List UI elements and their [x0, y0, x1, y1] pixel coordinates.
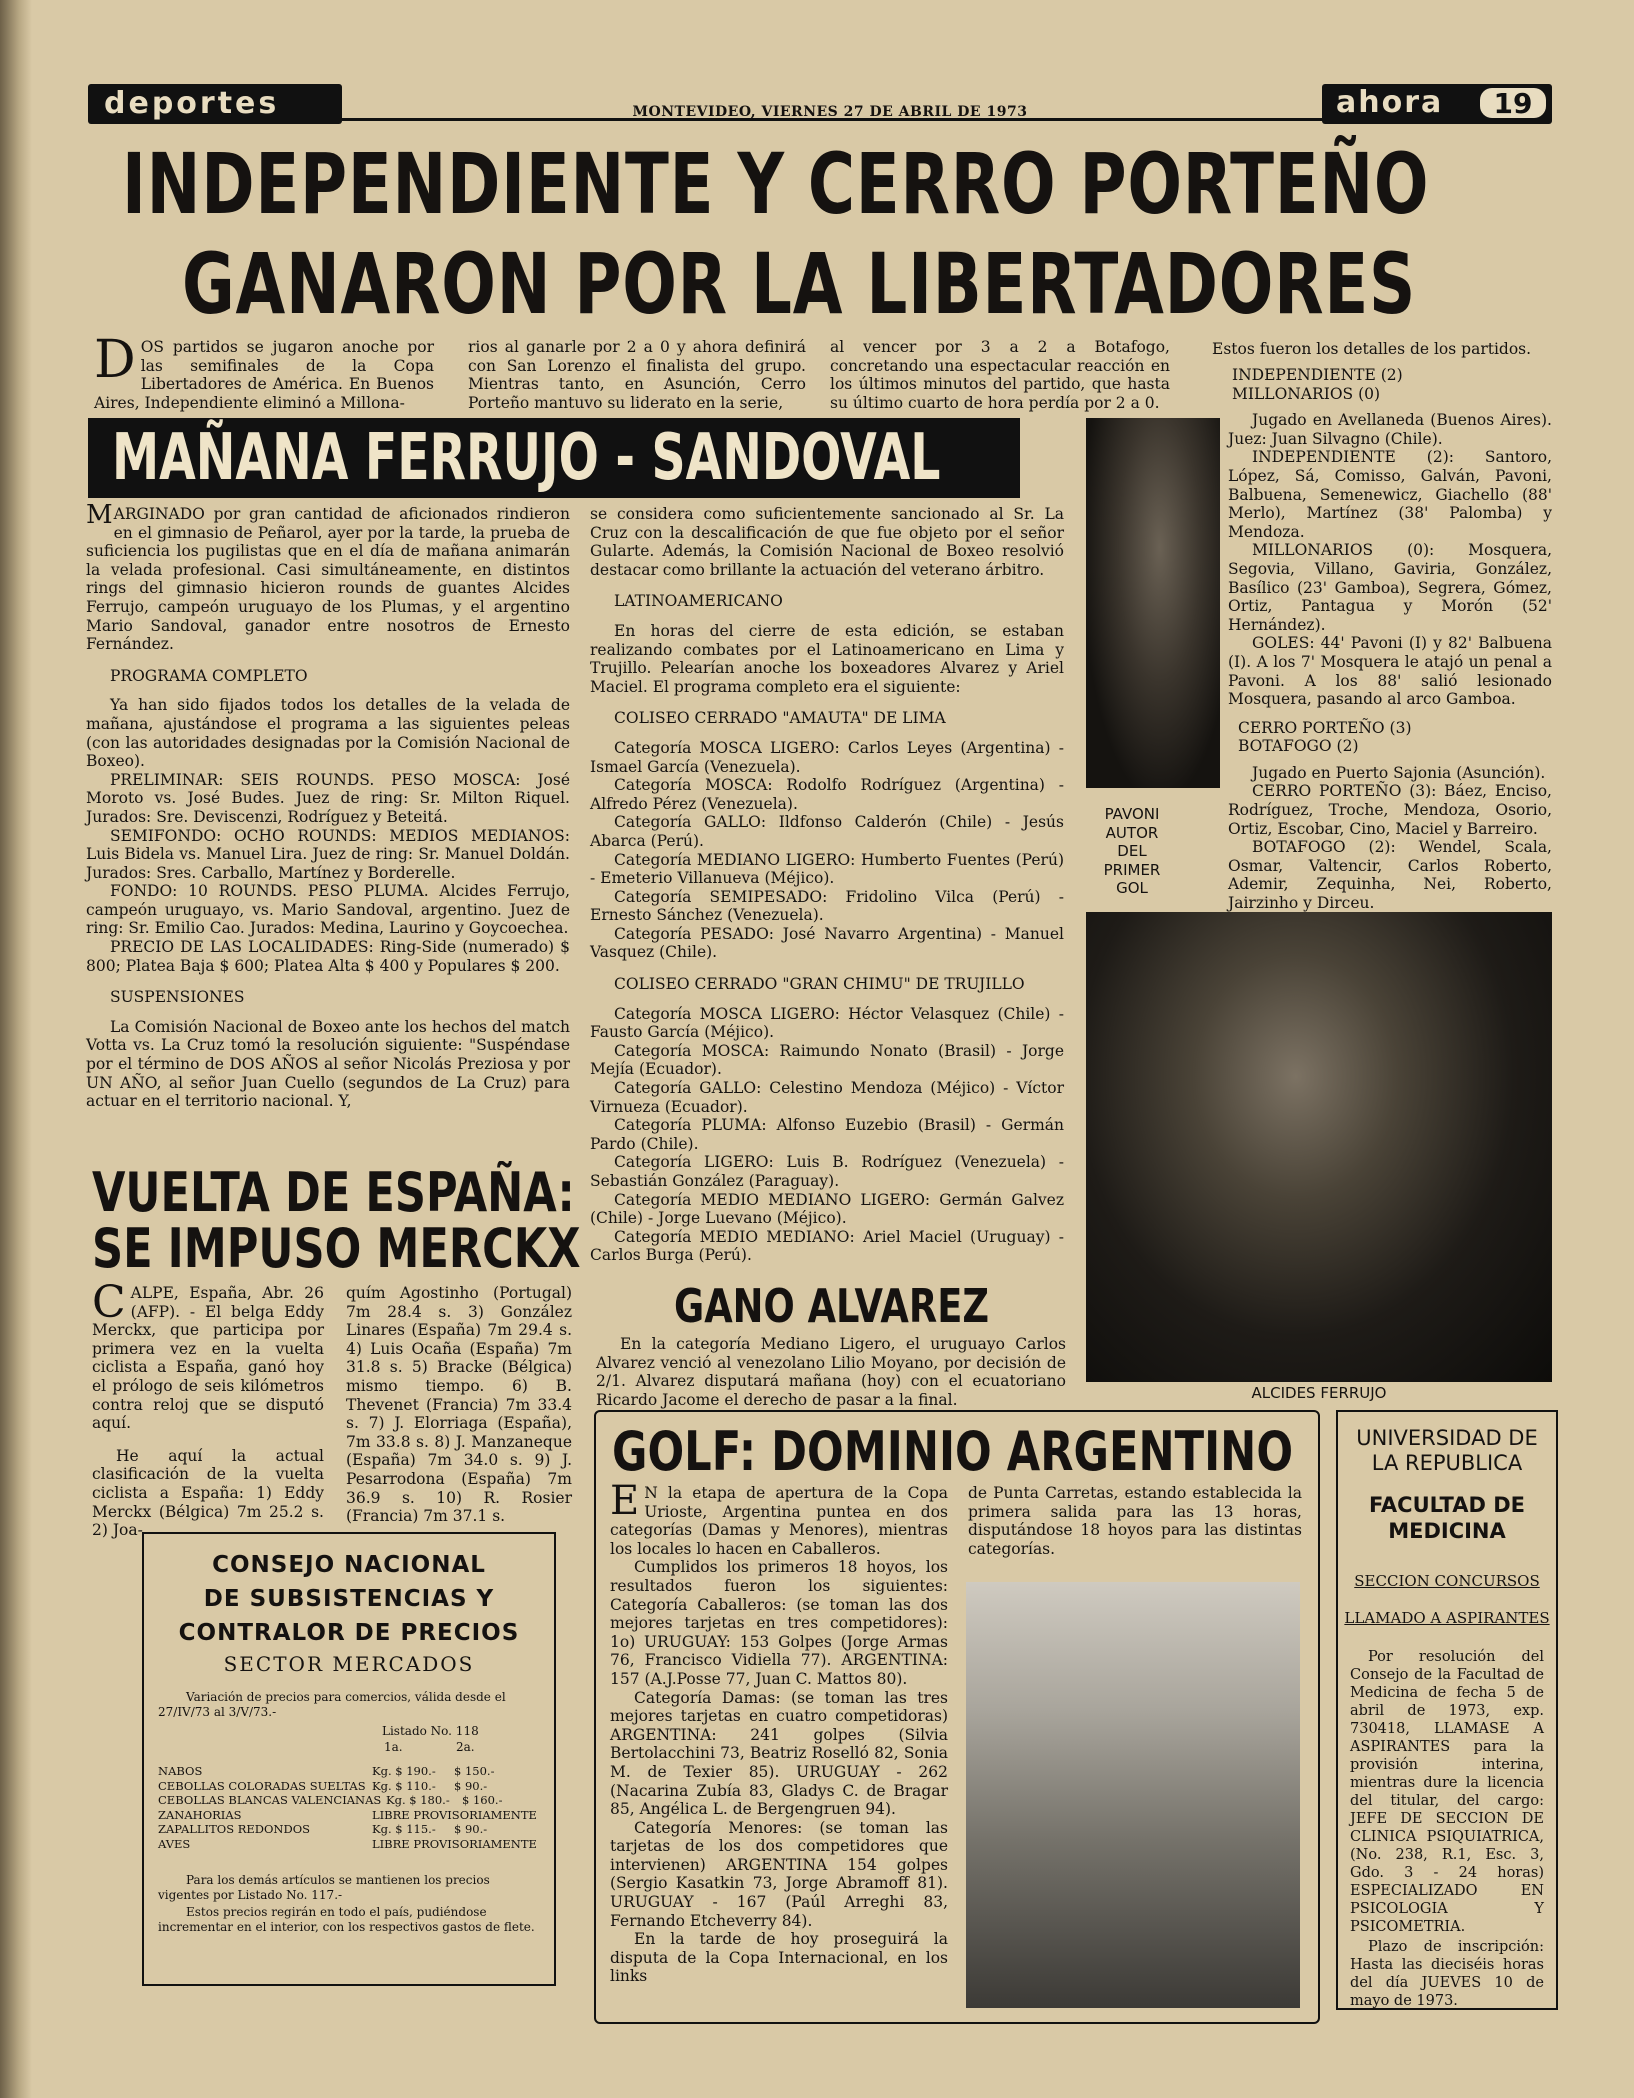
universidad-body: Por resolución del Consejo de la Facultad de Medicina de fecha 5 de abril de 1973, exp. 730418, LLAMASE A ASPIRANTES para la provisión interina, mientras dure la licencia del titular, del cargo: JEFE DE SECCION DE CLINICA PSIQUIATRICA, (No. 238, R.1, Esc. 3, Gdo. 3 - 24 horas) ESPECIALIZADO EN PSICOLOGIA Y PSICOMETRIA.	[1350, 1649, 1544, 1935]
boxing-intro: ARGINADO por gran cantidad de aficionados rindieron en el gimnasio de Peñarol, ayer por la tarde, la prueba de suficiencia los pugilistas que en el día de mañana animarán la velada profesional. Casi simultáneamente, en distintos rings del gimnasio hicieron rounds de guantes Alcides Ferrujo, campeón uruguayo de los Plumas, y el argentino Mario Sandoval, ganador entre nosotros de Ernesto Fernández.	[86, 505, 570, 654]
price-item: CEBOLLAS COLORADAS SUELTAS	[158, 1778, 366, 1793]
lead-col3: al vencer por 3 a 2 a Botafogo, concretando una espectacular reacción en los últimos minutos del partido, que hasta su último cuarto de hora perdía por 2 a 0.	[830, 338, 1170, 412]
price-row	[158, 1793, 540, 1808]
price-2a: $ 90.-	[454, 1778, 488, 1793]
consejo-box	[142, 1532, 556, 1986]
gano-headline: GANO ALVAREZ	[674, 1279, 990, 1333]
page-number: 19	[1480, 88, 1546, 118]
trujillo-bout-2: Categoría MOSCA: Raimundo Nonato (Brasil) - Jorge Mejía (Ecuador).	[590, 1041, 1064, 1079]
price-2a: $ 160.-	[462, 1793, 503, 1807]
price-item: ZANAHORIAS	[158, 1807, 242, 1822]
match1-millonarios: MILLONARIOS (0): Mosquera, Segovia, Villano, Gaviria, González, Basílico (23' Gamboa), Segrera, Gómez, Ortiz, Pantagua y Morón (52' Hernández).	[1228, 541, 1552, 634]
lima-bout-4: Categoría MEDIANO LIGERO: Humberto Fuentes (Perú) - Emeterio Villanueva (Méjico).	[590, 850, 1064, 888]
golf-col1	[610, 1478, 948, 1986]
price-row	[158, 1779, 540, 1794]
golf-caballeros: Cumplidos los primeros 18 hoyos, los resultados fueron los siguientes: Categoría Caballeros: (se toman las dos mejores tarjetas en tres competidores): 1o) URUGUAY: 153 Golpes (Jorge Armas 76, Francisco Vidiella 77). ARGENTINA: 157 (A.J.Posse 77, Juan C. Mattos 80).	[610, 1558, 948, 1688]
latino-text: En horas del cierre de esta edición, se estaban realizando combates por el Latinoamericano en Lima y Trujillo. Pelearían anoche los boxeadores Alvarez y Ariel Maciel. El programa completo era el siguiente:	[590, 621, 1064, 696]
match2-title1: CERRO PORTEÑO (3)	[1238, 718, 1412, 737]
price-1a: Kg. $ 180.-	[386, 1793, 450, 1807]
dateline: MONTEVIDEO, VIERNES 27 DE ABRIL DE 1973	[632, 104, 1028, 120]
suspensiones-heading: SUSPENSIONES	[110, 988, 245, 1007]
universidad-box	[1336, 1410, 1558, 2010]
preliminar-text: PRELIMINAR: SEIS ROUNDS. PESO MOSCA: José Moroto vs. José Budes. Juez de ring: Sr. Milton Riquel. Jurados: Sre. Deviscenzi, Rodríguez y Beteitá.	[86, 770, 570, 826]
trujillo-heading: COLISEO CERRADO "GRAN CHIMU" DE TRUJILLO	[614, 975, 1025, 994]
lima-bout-5: Categoría SEMIPESADO: Fridolino Vilca (Perú) - Ernesto Sánchez (Venezuela).	[590, 887, 1064, 925]
paper-name: ahora	[1336, 85, 1444, 120]
section-label: deportes	[104, 86, 280, 121]
consejo-note2: Estos precios regirán en todo el país, pudiéndose incrementar en el interior, con los respectivos gastos de flete.	[158, 1905, 535, 1934]
fondo-text: FONDO: 10 ROUNDS. PESO PLUMA. Alcides Ferrujo, campeón uruguayo, vs. Mario Sandoval, argentino. Juez de ring: Sr. Emilio Cao. Jurados: Medina, Laurino y Goycoechea.	[86, 882, 570, 938]
match1-title1: INDEPENDIENTE (2)	[1232, 366, 1403, 384]
boxing-col2	[590, 505, 1064, 1265]
vuelta-dropcap: C	[92, 1277, 126, 1328]
price-2a: $ 150.-	[454, 1764, 495, 1778]
main-headline-line1: INDEPENDIENTE Y CERRO PORTEÑO	[122, 135, 1430, 233]
price-item: ZAPALLITOS REDONDOS	[158, 1822, 311, 1836]
facultad-line2: MEDICINA	[1388, 1519, 1506, 1543]
lead-col1	[94, 330, 434, 412]
universidad-plazo: Plazo de inscripción: Hasta las dieciséis horas del día JUEVES 10 de mayo de 1973.	[1350, 1939, 1544, 2009]
match1-goles: GOLES: 44' Pavoni (I) y 82' Balbuena (I). A los 7' Mosquera le atajó un penal a Pavoni. A los 88' salió lesionado Mosquera, pasando al arco Gamboa.	[1228, 634, 1552, 709]
golf-col2: de Punta Carretas, estando establecida la primera salida para las 13 horas, disputándose 18 hoyos para las distintas categorías.	[968, 1484, 1302, 1558]
match2-title2: BOTAFOGO (2)	[1238, 737, 1359, 756]
consejo-sector: SECTOR MERCADOS	[223, 1652, 475, 1676]
consejo-col-1a: 1a.	[384, 1740, 403, 1754]
page-binding-shadow	[0, 0, 32, 2098]
section-banner	[88, 84, 342, 124]
price-item: CEBOLLAS BLANCAS VALENCIANAS	[158, 1793, 382, 1807]
price-2a: $ 90.-	[454, 1822, 488, 1836]
match1-venue: Jugado en Avellaneda (Buenos Aires). Juez: Juan Silvagno (Chile).	[1228, 411, 1552, 448]
pavoni-caption: PAVONI AUTOR DEL PRIMER GOL	[1103, 805, 1161, 898]
facultad-line1: FACULTAD DE	[1368, 1493, 1526, 1517]
vuelta-intro: ALPE, España, Abr. 26 (AFP). - El belga Eddy Merckx, que participa por primera vez en la vuelta ciclista a España, ganó hoy el prólogo de seis kilómetros contra reloj que se disputó aquí.	[92, 1284, 324, 1433]
trujillo-bout-6: Categoría MEDIO MEDIANO LIGERO: Germán Galvez (Chile) - Jorge Luevano (Méjico).	[590, 1190, 1064, 1228]
price-row	[158, 1764, 540, 1779]
seccion-concursos: SECCION CONCURSOS	[1354, 1572, 1540, 1590]
lead-col4: Estos fueron los detalles de los partidos.	[1212, 340, 1532, 358]
price-1a: LIBRE PROVISORIAMENTE	[372, 1807, 537, 1822]
match2-botafogo: BOTAFOGO (2): Wendel, Scala, Osmar, Valtencir, Carlos Roberto, Ademir, Zequinha, Nei, Roberto, Jairzinho y Dirceu.	[1228, 838, 1552, 913]
consejo-title2: DE SUBSISTENCIAS Y	[203, 1586, 495, 1612]
latino-heading: LATINOAMERICANO	[614, 592, 783, 611]
lima-bout-3: Categoría GALLO: Ildfonso Calderón (Chile) - Jesús Abarca (Perú).	[590, 813, 1064, 850]
boxing-dropcap: M	[86, 500, 113, 530]
programa-heading: PROGRAMA COMPLETO	[110, 666, 308, 685]
golf-menores: Categoría Menores: (se toman las tarjetas de los dos competidores que intervienen) ARGENTINA 154 golpes (Sergio Kasatkin 73, Jorge Abramoff 81). URUGUAY - 167 (Paúl Arreghi 83, Fernando Etcheverry 84).	[610, 1818, 948, 1930]
trujillo-bout-1: Categoría MOSCA LIGERO: Héctor Velasquez (Chile) - Fausto García (Méjico).	[590, 1004, 1064, 1042]
llamado-aspirantes: LLAMADO A ASPIRANTES	[1344, 1609, 1550, 1627]
consejo-intro: Variación de precios para comercios, válida desde el 27/IV/73 al 3/V/73.-	[158, 1690, 506, 1719]
universidad-line1: UNIVERSIDAD DE	[1356, 1426, 1538, 1450]
trujillo-bout-5: Categoría LIGERO: Luis B. Rodríguez (Venezuela) - Sebastián González (Paraguay).	[590, 1153, 1064, 1190]
lima-bout-2: Categoría MOSCA: Rodolfo Rodríguez (Argentina) - Alfredo Pérez (Venezuela).	[590, 776, 1064, 813]
golf-intro: N la etapa de apertura de la Copa Urioste, Argentina puntea en dos categorías (Damas y Menores), mientras los locales lo hacen en Caballeros.	[610, 1484, 948, 1558]
price-1a: Kg. $ 110.-	[372, 1778, 436, 1793]
golf-damas: Categoría Damas: (se toman las tres mejores tarjetas en cuatro competidoras) ARGENTINA: 241 golpes (Silvia Bertolacchini 73, Beatriz Roselló 82, Sonia M. de Texier 85). URUGUAY - 262 (Nacarina Zubía 83, Gladys C. de Bragar 85, Angélica L. de Bergengruen 94).	[610, 1688, 948, 1819]
vuelta-headline-line2: SE IMPUSO MERCKX	[92, 1217, 581, 1280]
vuelta-clasif: He aquí la actual clasificación de la vuelta ciclista a España: 1) Eddy Merckx (Bélgica) 7m 25.2 s. 2) Joa-	[92, 1446, 324, 1540]
price-item: AVES	[158, 1836, 191, 1851]
lima-heading: COLISEO CERRADO "AMAUTA" DE LIMA	[614, 709, 946, 728]
suspensiones-cont: se considera como suficientemente sancionado al Sr. La Cruz con la descalificación de que fue objeto por el señor Gularte. Además, la Comisión Nacional de Boxeo resolvió destacar como brillante la actuación del veterano árbitro.	[590, 505, 1064, 579]
golf-dropcap: E	[610, 1478, 640, 1524]
ferrujo-caption: ALCIDES FERRUJO	[1251, 1384, 1387, 1402]
match2-venue: Jugado en Puerto Sajonia (Asunción).	[1252, 763, 1546, 782]
trujillo-bout-4: Categoría PLUMA: Alfonso Euzebio (Brasil) - Germán Pardo (Chile).	[590, 1116, 1064, 1153]
golf-headline: GOLF: DOMINIO ARGENTINO	[612, 1420, 1294, 1483]
price-1a: LIBRE PROVISORIAMENTE	[372, 1836, 537, 1851]
consejo-title3: CONTRALOR DE PRECIOS	[178, 1620, 520, 1646]
boxing-col1	[86, 500, 570, 1111]
golf-photo	[966, 1582, 1300, 2008]
price-row	[158, 1808, 540, 1823]
price-row	[158, 1837, 540, 1852]
golf-tarde: En la tarde de hoy proseguirá la disputa de la Copa Internacional, en los links	[610, 1930, 948, 1986]
trujillo-bout-7: Categoría MEDIO MEDIANO: Ariel Maciel (Uruguay) - Carlos Burga (Perú).	[590, 1227, 1064, 1265]
consejo-note1: Para los demás artículos se mantienen los precios vigentes por Listado No. 117.-	[158, 1873, 490, 1902]
libertadores-details	[1228, 366, 1552, 968]
golf-box	[594, 1410, 1320, 2024]
vuelta-col1	[92, 1277, 324, 1540]
suspensiones-text: La Comisión Nacional de Boxeo ante los hechos del match Votta vs. La Cruz tomó la resolución siguiente: "Suspéndase por el término de DOS AÑOS al señor Nicolás Preziosa y por UN AÑO, al señor Juan Cuello (segundos de La Cruz) para actuar en el territorio nacional. Y,	[86, 1017, 570, 1111]
main-headline-line2: GANARON POR LA LIBERTADORES	[182, 235, 1417, 333]
precios-text: PRECIO DE LAS LOCALIDADES: Ring-Side (numerado) $ 800; Platea Baja $ 600; Platea Alta $ 400 y Populares $ 200.	[86, 938, 570, 975]
price-item: NABOS	[158, 1764, 203, 1778]
consejo-listado-row	[144, 1724, 554, 1758]
price-1a: Kg. $ 190.-	[372, 1764, 436, 1778]
consejo-price-table	[158, 1764, 540, 1851]
consejo-listado: Listado No. 118	[382, 1724, 479, 1738]
ferrujo-photo	[1086, 912, 1552, 1382]
programa-text: Ya han sido fijados todos los detalles de la velada de mañana, ajustándose el programa a las siguientes peleas (con las autoridades designadas por la Comisión Nacional de Boxeo).	[86, 696, 570, 771]
consejo-col-2a: 2a.	[456, 1740, 475, 1754]
pavoni-photo	[1086, 418, 1220, 788]
boxing-headline: MAÑANA FERRUJO - SANDOVAL	[112, 421, 941, 495]
price-row	[158, 1822, 540, 1837]
vuelta-headline-line1: VUELTA DE ESPAÑA:	[92, 1161, 575, 1224]
lima-bout-6: Categoría PESADO: José Navarro Argentina) - Manuel Vasquez (Chile).	[590, 924, 1064, 962]
boxing-headline-bar	[88, 418, 1020, 498]
price-1a: Kg. $ 115.-	[372, 1822, 436, 1836]
universidad-line2: LA REPUBLICA	[1371, 1451, 1523, 1475]
vuelta-col2: quím Agostinho (Portugal) 7m 28.4 s. 3) González Linares (España) 7m 29.4 s. 4) Luis Ocaña (España) 7m 31.8 s. 5) Bracke (Bélgica) mismo tiempo. 6) B. Thevenet (Francia) 7m 33.4 s. 7) J. Elorriaga (España), 7m 33.8 s. 8) J. Manzaneque (España) 7m 34.0 s. 9) J. Pesarrodona (España) 7m 36.9 s. 10) R. Rosier (Francia) 7m 37.1 s.	[346, 1284, 572, 1526]
trujillo-bout-3: Categoría GALLO: Celestino Mendoza (Méjico) - Víctor Virnueza (Ecuador).	[590, 1079, 1064, 1116]
match1-title2: MILLONARIOS (0)	[1232, 384, 1381, 403]
lima-bout-1: Categoría MOSCA LIGERO: Carlos Leyes (Argentina) - Ismael García (Venezuela).	[590, 738, 1064, 776]
consejo-title1: CONSEJO NACIONAL	[212, 1552, 486, 1578]
main-headline	[116, 136, 1536, 336]
lead-col1-text: OS partidos se jugaron anoche por las semifinales de la Copa Libertadores de América. En Buenos Aires, Independiente eliminó a Millona-	[94, 338, 434, 412]
lead-dropcap: D	[94, 330, 136, 390]
match2-cerro: CERRO PORTEÑO (3): Báez, Enciso, Rodríguez, Troche, Mendoza, Osorio, Ortiz, Escobar, Cino, Maciel y Barreiro.	[1228, 782, 1552, 838]
paper-banner	[1322, 84, 1552, 124]
lead-col2: rios al ganarle por 2 a 0 y ahora definirá con San Lorenzo el finalista del grupo. Mientras tanto, en Asunción, Cerro Porteño mantuvo su liderato en la serie,	[468, 338, 806, 412]
match1-independiente: INDEPENDIENTE (2): Santoro, López, Sá, Comisso, Galván, Pavoni, Balbuena, Semenewicz, Giachello (88' Merlo), Martínez (38' Palomba) y Mendoza.	[1228, 448, 1552, 541]
vuelta-headline	[92, 1161, 592, 1280]
semifondo-text: SEMIFONDO: OCHO ROUNDS: MEDIOS MEDIANOS: Luis Bidela vs. Manuel Lira. Juez de ring: Sr. Manuel Doldán. Jurados: Sres. Carballo, Martínez y Borderelle.	[86, 826, 570, 882]
gano-text: En la categoría Mediano Ligero, el uruguayo Carlos Alvarez venció al venezolano Lilio Moyano, por decisión de 2/1. Alvarez disputará mañana (hoy) con el ecuatoriano Ricardo Jacome el derecho de pasar a la final.	[596, 1335, 1066, 1409]
